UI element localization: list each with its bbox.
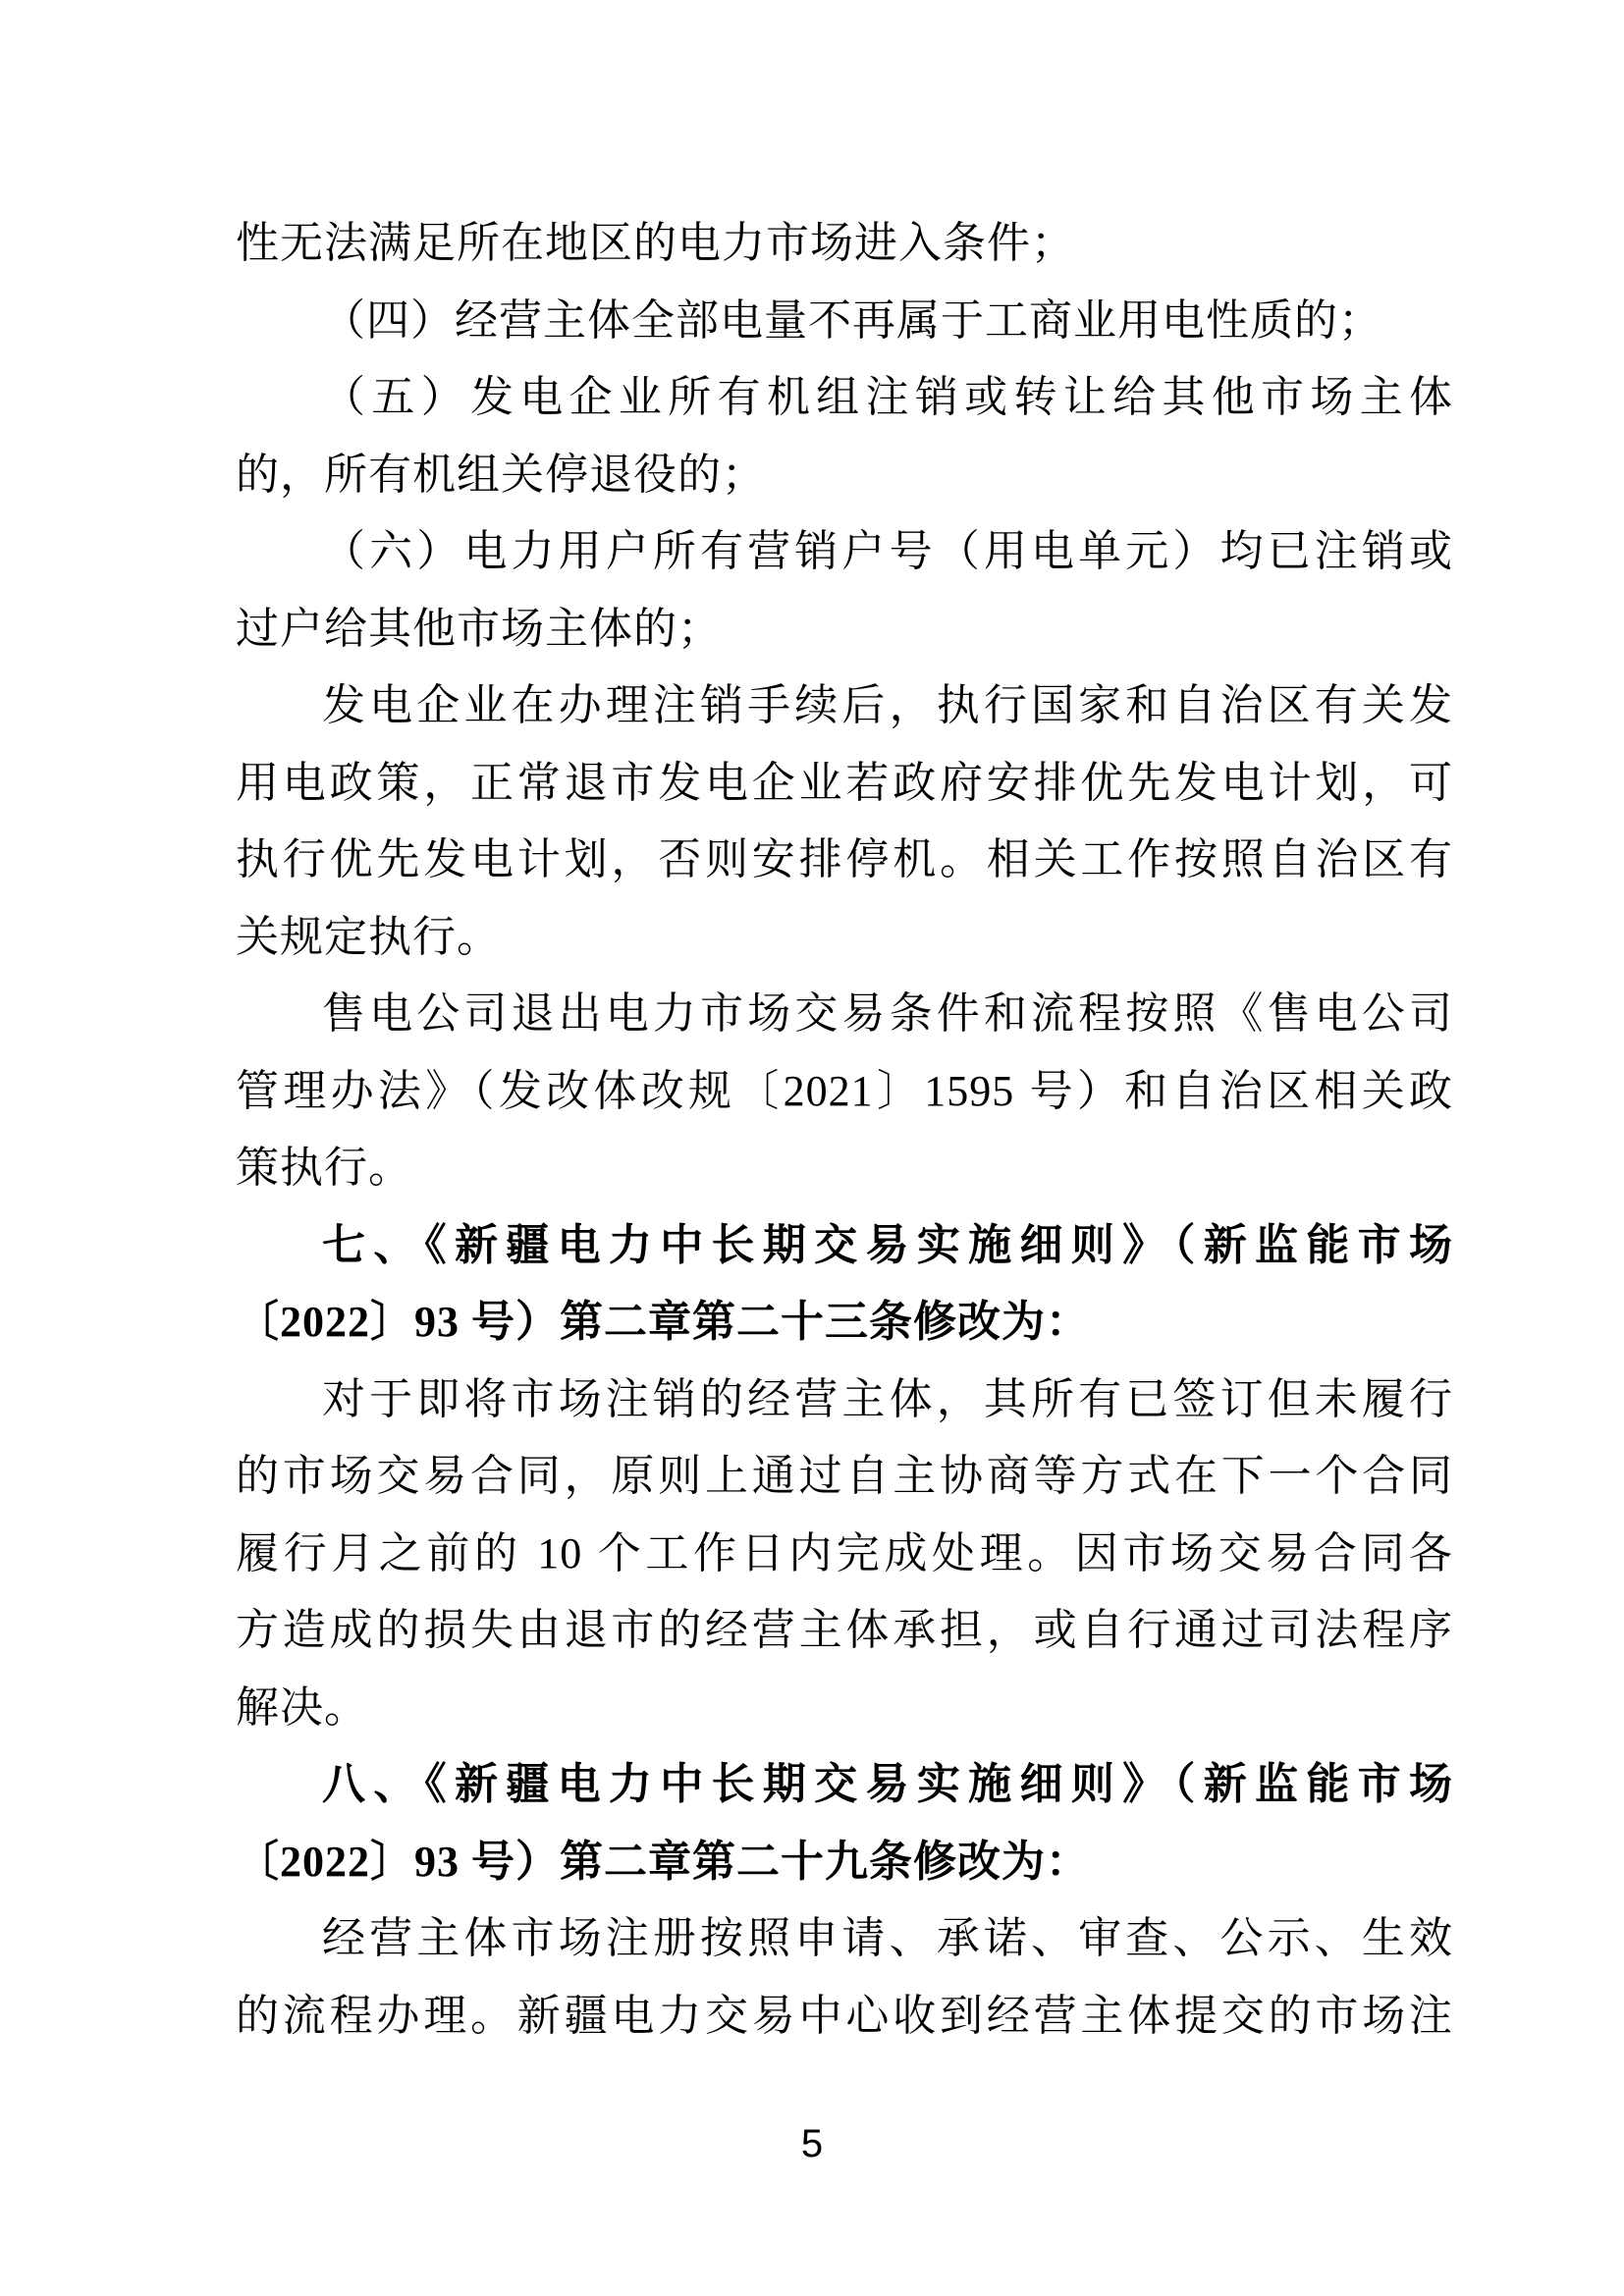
document-body xyxy=(236,205,1453,2055)
text-line: 过户给其他市场主体的； xyxy=(236,604,722,653)
text-line: 的市场交易合同，原则上通过自主协商等方式在下一个合同 xyxy=(236,1452,1453,1500)
text-line: 用电政策，正常退市发电企业若政府安排优先发电计划，可 xyxy=(236,758,1453,807)
page-number: 5 xyxy=(800,2122,824,2165)
text-line: 的流程办理。新疆电力交易中心收到经营主体提交的市场注 xyxy=(236,1991,1453,2040)
text-line: 履行月之前的 10 个工作日内完成处理。因市场交易合同各 xyxy=(236,1528,1453,1577)
text-line: 管理办法》（发改体改规〔2021〕1595 号）和自治区相关政 xyxy=(236,1066,1453,1115)
text-line: （六）电力用户所有营销户号（用电单元）均已注销或 xyxy=(322,527,1453,575)
text-line: （五）发电企业所有机组注销或转让给其他市场主体 xyxy=(322,373,1453,421)
text-line: 策执行。 xyxy=(236,1144,412,1192)
text-line: 方造成的损失由退市的经营主体承担，或自行通过司法程序 xyxy=(236,1606,1453,1654)
text-line: 关规定执行。 xyxy=(236,912,501,961)
text-line: （四）经营主体全部电量不再属于工商业用电性质的； xyxy=(322,295,1382,345)
text-line: 发电企业在办理注销手续后，执行国家和自治区有关发 xyxy=(322,681,1453,729)
section-heading: 八、《新疆电力中长期交易实施细则》（新监能市场 xyxy=(322,1760,1453,1808)
section-heading: 七、《新疆电力中长期交易实施细则》（新监能市场 xyxy=(322,1220,1453,1269)
section-heading: 〔2022〕93 号）第二章第二十九条修改为： xyxy=(236,1837,1090,1886)
section-heading: 〔2022〕93 号）第二章第二十三条修改为： xyxy=(236,1298,1090,1346)
text-line: 性无法满足所在地区的电力市场进入条件； xyxy=(236,219,1075,267)
text-line: 经营主体市场注册按照申请、承诺、审查、公示、生效 xyxy=(322,1914,1453,1962)
text-line: 对于即将市场注销的经营主体，其所有已签订但未履行 xyxy=(322,1374,1453,1423)
text-line: 售电公司退出电力市场交易条件和流程按照《售电公司 xyxy=(322,989,1453,1038)
page-footer xyxy=(0,2124,1624,2163)
text-line: 的，所有机组关停退役的； xyxy=(236,450,766,499)
text-line: 解决。 xyxy=(236,1682,368,1732)
text-line: 执行优先发电计划，否则安排停机。相关工作按照自治区有 xyxy=(236,835,1453,883)
